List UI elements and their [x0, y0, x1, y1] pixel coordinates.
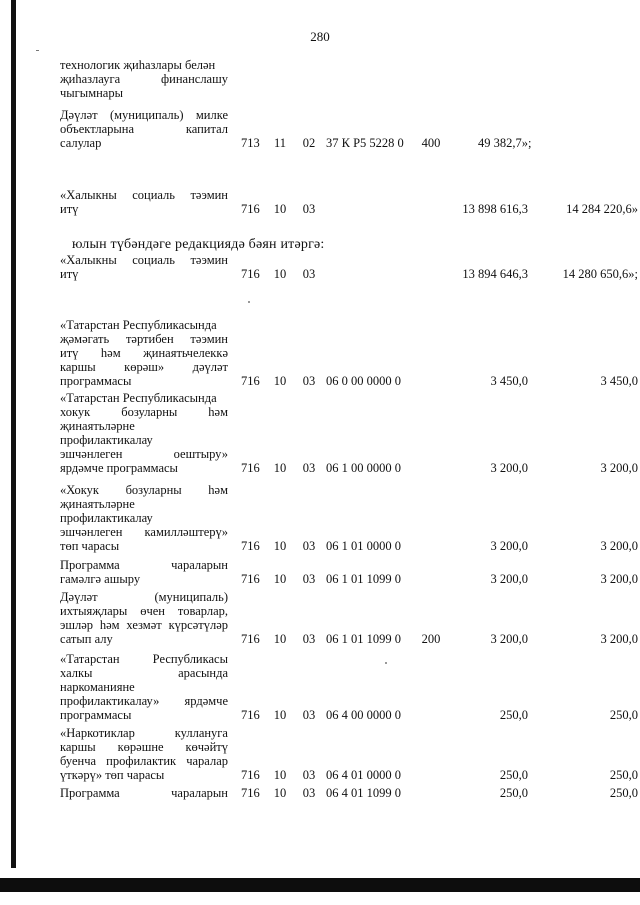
ministry-code: 716 [241, 539, 260, 553]
target-article-code: 06 1 01 1099 0 [326, 632, 401, 646]
subsection-code: 03 [302, 267, 316, 281]
value-year-1: 3 200,0 [490, 572, 528, 586]
scan-speck [385, 662, 387, 664]
description-line: профилактикалау» ярдәмче [60, 694, 228, 708]
description-line: Дәүләт (муниципаль) милке [60, 108, 228, 122]
scan-artifact [36, 50, 39, 51]
description-line: технологик җиһазлары белән [60, 58, 216, 72]
row-description [60, 318, 228, 388]
description-line: хокук бозуларны һәм [60, 405, 228, 419]
ministry-code: 713 [241, 136, 260, 150]
scan-bottom-edge [0, 878, 640, 892]
expense-type-code: 200 [421, 632, 441, 646]
subsection-code: 03 [302, 202, 316, 216]
row-description [60, 253, 228, 281]
value-year-1: 13 898 616,3 [462, 202, 528, 216]
description-line: җинаятьләрне [60, 497, 135, 511]
ministry-code: 716 [241, 768, 260, 782]
target-article-code: 06 0 00 0000 0 [326, 374, 401, 388]
section-code: 10 [273, 539, 287, 553]
ministry-code: 716 [241, 202, 260, 216]
description-line: «Хокук бозуларны һәм [60, 483, 228, 497]
description-line: профилактикалау [60, 511, 153, 525]
scan-speck [248, 301, 250, 303]
description-line: үткәрү» төп чарасы [60, 768, 165, 782]
value-year-1: 3 200,0 [490, 461, 528, 475]
description-line: «Татарстан Республикасында [60, 318, 217, 332]
description-line: эшләр һәм хезмәт күрсәтүләр [60, 618, 228, 632]
description-line: сатып алу [60, 632, 113, 646]
row-description [60, 652, 228, 722]
section-code: 10 [273, 461, 287, 475]
value-year-1: 3 200,0 [490, 632, 528, 646]
row-description [60, 483, 228, 553]
description-line: халкы арасында [60, 666, 228, 680]
subsection-code: 03 [302, 786, 316, 800]
description-line: программасы [60, 374, 132, 388]
description-line: гамәлгә ашыру [60, 572, 141, 586]
subsection-code: 02 [302, 136, 316, 150]
description-line: итү һәм җинаятьчелеккә [60, 346, 228, 360]
row-description [60, 188, 228, 216]
subsection-code: 03 [302, 768, 316, 782]
value-year-2: 3 200,0 [600, 572, 638, 586]
description-line: программасы [60, 708, 132, 722]
section-code: 10 [273, 708, 287, 722]
description-line: «Наркотиклар куллануга [60, 726, 228, 740]
description-line: каршы көрәшне көчәйтү [60, 740, 228, 754]
description-line: Программа чараларын [60, 558, 228, 572]
description-line: җинаятьләрне [60, 419, 135, 433]
value-year-2: 3 200,0 [600, 539, 638, 553]
value-year-2: 14 280 650,6»; [562, 267, 638, 281]
ministry-code: 716 [241, 267, 260, 281]
value-year-1: 13 894 646,3 [462, 267, 528, 281]
description-line: каршы көрәш» дәүләт [60, 360, 228, 374]
target-article-code: 06 4 00 0000 0 [326, 708, 401, 722]
row-description [60, 726, 228, 782]
ministry-code: 716 [241, 572, 260, 586]
description-line: эшчәнлеген оештыру» [60, 447, 228, 461]
value-year-2: 250,0 [609, 786, 638, 800]
section-code: 10 [273, 786, 287, 800]
ministry-code: 716 [241, 708, 260, 722]
value-year-2: 3 450,0 [600, 374, 638, 388]
section-code: 10 [273, 374, 287, 388]
row-description [60, 58, 228, 100]
section-code: 10 [273, 202, 287, 216]
target-article-code: 06 1 00 0000 0 [326, 461, 401, 475]
description-line: «Татарстан Республикасы [60, 652, 228, 666]
target-article-code: 06 4 01 0000 0 [326, 768, 401, 782]
row-description [60, 391, 228, 475]
description-line: профилактикалау [60, 433, 153, 447]
description-line: җиһазлауга финанслашу [60, 72, 228, 86]
value-year-2: 250,0 [609, 708, 638, 722]
scan-margin-line [11, 0, 16, 868]
section-code: 10 [273, 267, 287, 281]
description-line: ярдәмче программасы [60, 461, 178, 475]
value-year-1: 250,0 [499, 786, 528, 800]
description-line: «Халыкны социаль тәэмин [60, 188, 228, 202]
value-year-1: 250,0 [499, 708, 528, 722]
target-article-code: 06 1 01 0000 0 [326, 539, 401, 553]
row-description [60, 786, 228, 800]
value-year-1: 49 382,7»; [478, 136, 532, 150]
description-line: итү [60, 202, 79, 216]
section-heading: юлын түбәндәге редакциядә бәян итәргә: [72, 237, 325, 252]
page-number: 280 [310, 29, 330, 44]
ministry-code: 716 [241, 632, 260, 646]
description-line: наркоманияне [60, 680, 135, 694]
row-description [60, 590, 228, 646]
description-line: объектларына капитал [60, 122, 228, 136]
ministry-code: 716 [241, 374, 260, 388]
target-article-code: 06 4 01 1099 0 [326, 786, 401, 800]
description-line: «Халыкны социаль тәэмин [60, 253, 228, 267]
description-line: ихтыяҗлары өчен товарлар, [60, 604, 228, 618]
value-year-2: 250,0 [609, 768, 638, 782]
value-year-1: 250,0 [499, 768, 528, 782]
subsection-code: 03 [302, 708, 316, 722]
section-code: 10 [273, 632, 287, 646]
section-code: 10 [273, 572, 287, 586]
expense-type-code: 400 [421, 136, 441, 150]
subsection-code: 03 [302, 461, 316, 475]
target-article-code: 37 К Р5 5228 0 [326, 136, 404, 150]
description-line: Программа чараларын [60, 786, 228, 800]
description-line: «Татарстан Республикасында [60, 391, 217, 405]
row-description [60, 558, 228, 586]
section-code: 10 [273, 768, 287, 782]
ministry-code: 716 [241, 461, 260, 475]
target-article-code: 06 1 01 1099 0 [326, 572, 401, 586]
description-line: җәмәгать тәртибен тәэмин [60, 332, 228, 346]
section-code: 11 [273, 136, 287, 150]
subsection-code: 03 [302, 374, 316, 388]
row-description [60, 108, 228, 150]
description-line: буенча профилактик чаралар [60, 754, 228, 768]
description-line: салулар [60, 136, 102, 150]
value-year-1: 3 450,0 [490, 374, 528, 388]
subsection-code: 03 [302, 572, 316, 586]
description-line: итү [60, 267, 79, 281]
subsection-code: 03 [302, 539, 316, 553]
value-year-2: 3 200,0 [600, 461, 638, 475]
ministry-code: 716 [241, 786, 260, 800]
value-year-2: 14 284 220,6» [566, 202, 638, 216]
value-year-2: 3 200,0 [600, 632, 638, 646]
description-line: Дәүләт (муниципаль) [60, 590, 228, 604]
description-line: төп чарасы [60, 539, 120, 553]
subsection-code: 03 [302, 632, 316, 646]
description-line: чыгымнары [60, 86, 124, 100]
description-line: эшчәнлеген камилләштерү» [60, 525, 228, 539]
value-year-1: 3 200,0 [490, 539, 528, 553]
